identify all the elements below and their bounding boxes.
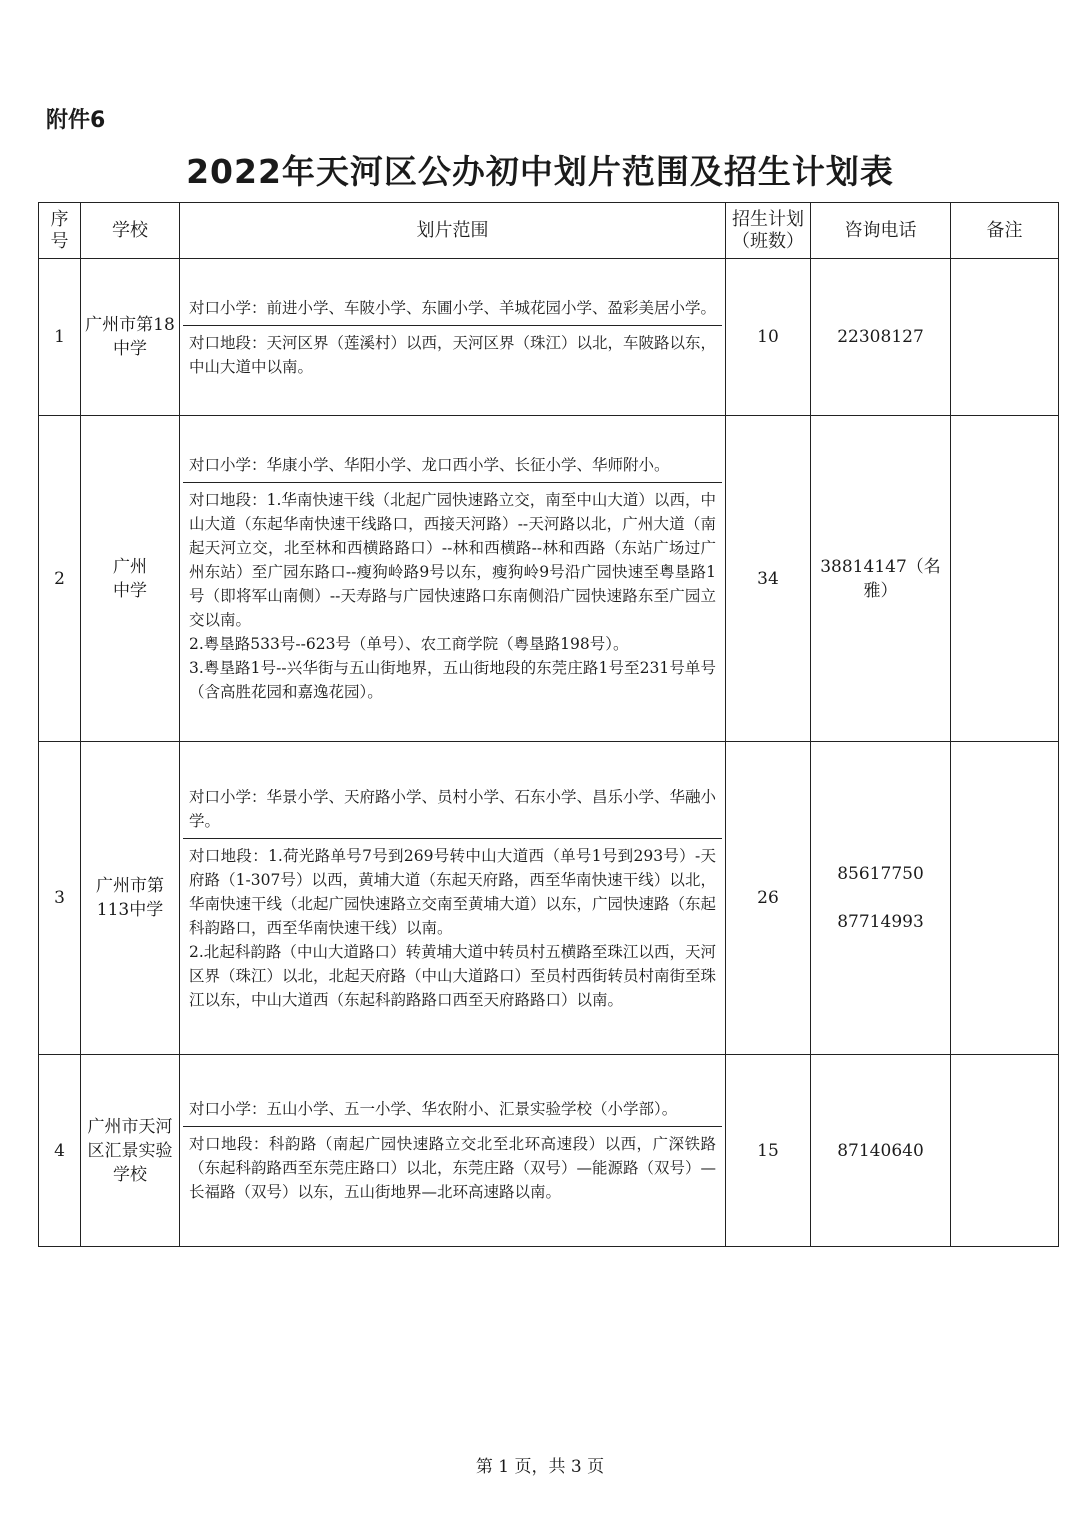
document-title: 2022年天河区公办初中划片范围及招生计划表	[186, 152, 894, 191]
area-range: 对口地段：1.荷光路单号7号到269号转中山大道西（单号1号到293号）-天府路（1-307号）以西，黄埔大道（东起天府路，西至华南快速干线）以北，华南快速干线（北起广园快速路立交南至黄埔大道）以东，广园快速路（东起科韵路口，西至华南快速干线）以南。 2.北起科韵路（中山大道路口）转黄埔大道中转员村五横路至珠江以西，天河区界（珠江）以北，北起天府路（中山大道路口）至员村西街转员村南街至珠江以东，中山大道西（东起科韵路路口西至天府路路口）以南。	[189, 846, 717, 1009]
remarks-cell	[951, 742, 1059, 1055]
primary-schools: 对口小学：五山小学、五一小学、华农附小、汇景实验学校（小学部）。	[183, 1092, 722, 1127]
primary-schools: 对口小学：华康小学、华阳小学、龙口西小学、长征小学、华师附小。	[183, 448, 722, 483]
row-index: 4	[39, 1055, 81, 1247]
phone-cell	[811, 416, 951, 742]
row-index: 1	[39, 259, 81, 416]
header-school: 学校	[81, 203, 180, 259]
page-footer: 第 1 页，共 3 页	[475, 1457, 605, 1477]
phone-number: 87140640	[837, 1140, 924, 1161]
school-name: 广州市第113中学	[81, 742, 180, 1055]
remarks-cell	[951, 416, 1059, 742]
header-remarks: 备注	[951, 203, 1059, 259]
remarks-cell	[951, 259, 1059, 416]
header-plan: 招生计划（班数）	[726, 203, 811, 259]
remarks-cell	[951, 1055, 1059, 1247]
header-index: 序号	[39, 203, 81, 259]
area-range: 对口地段：科韵路（南起广园快速路立交北至北环高速段）以西，广深铁路（东起科韵路西至东莞庄路口）以北，东莞庄路（双号）—能源路（双号）—长福路（双号）以东，五山街地界—北环高速路以南。	[189, 1135, 717, 1201]
header-row	[39, 203, 1059, 259]
plan-classes: 10	[726, 259, 811, 416]
table-row	[39, 742, 1059, 1055]
row-index: 3	[39, 742, 81, 1055]
phone-number: 22308127	[837, 327, 924, 347]
area-range: 对口地段：1.华南快速干线（北起广园快速路立交，南至中山大道）以西，中山大道（东起华南快速干线路口，西接天河路）--天河路以北，广州大道（南起天河立交，北至林和西横路路口）--林和西横路--林和西路（东站广场过广州东站）至广园东路口--瘦狗岭路9号以东，瘦狗岭9号沿广园快速至粤垦路1号（即将军山南侧）--天寿路与广园快速路口东南侧沿广园快速路东至广园立交以南。 2.粤垦路533号--623号（单号）、农工商学院（粤垦路198号）。 3.粤垦路1号--兴华街与五山街地界，五山街地段的东莞庄路1号至231号单号（含高胜花园和嘉逸花园）。	[189, 491, 716, 701]
table-row	[39, 416, 1059, 742]
phone-number: 85617750	[837, 864, 924, 884]
enrollment-table	[38, 202, 1059, 1247]
plan-classes: 26	[726, 742, 811, 1055]
plan-classes: 34	[726, 416, 811, 742]
header-range: 划片范围	[180, 203, 726, 259]
school-name: 广州中学	[81, 416, 180, 742]
phone-cell	[811, 259, 951, 416]
primary-schools: 对口小学：前进小学、车陂小学、东圃小学、羊城花园小学、盈彩美居小学。	[183, 291, 722, 326]
attachment-label: 附件6	[46, 108, 106, 133]
table-row	[39, 259, 1059, 416]
phone-cell	[811, 1055, 951, 1247]
school-name: 广州市第18中学	[81, 259, 180, 416]
school-name: 广州市天河区汇景实验学校	[81, 1055, 180, 1247]
area-range: 对口地段：天河区界（莲溪村）以西，天河区界（珠江）以北，车陂路以东，中山大道中以南。	[189, 333, 717, 376]
phone-number: 38814147（名雅）	[820, 556, 941, 601]
table-row	[39, 1055, 1059, 1247]
phone-number: 87714993	[837, 912, 924, 932]
range-cell	[180, 259, 726, 416]
row-index: 2	[39, 416, 81, 742]
range-cell	[180, 416, 726, 742]
phone-cell	[811, 742, 951, 1055]
header-phone: 咨询电话	[811, 203, 951, 259]
primary-schools: 对口小学：华景小学、天府路小学、员村小学、石东小学、昌乐小学、华融小学。	[183, 780, 722, 839]
range-cell	[180, 742, 726, 1055]
range-cell	[180, 1055, 726, 1247]
plan-classes: 15	[726, 1055, 811, 1247]
